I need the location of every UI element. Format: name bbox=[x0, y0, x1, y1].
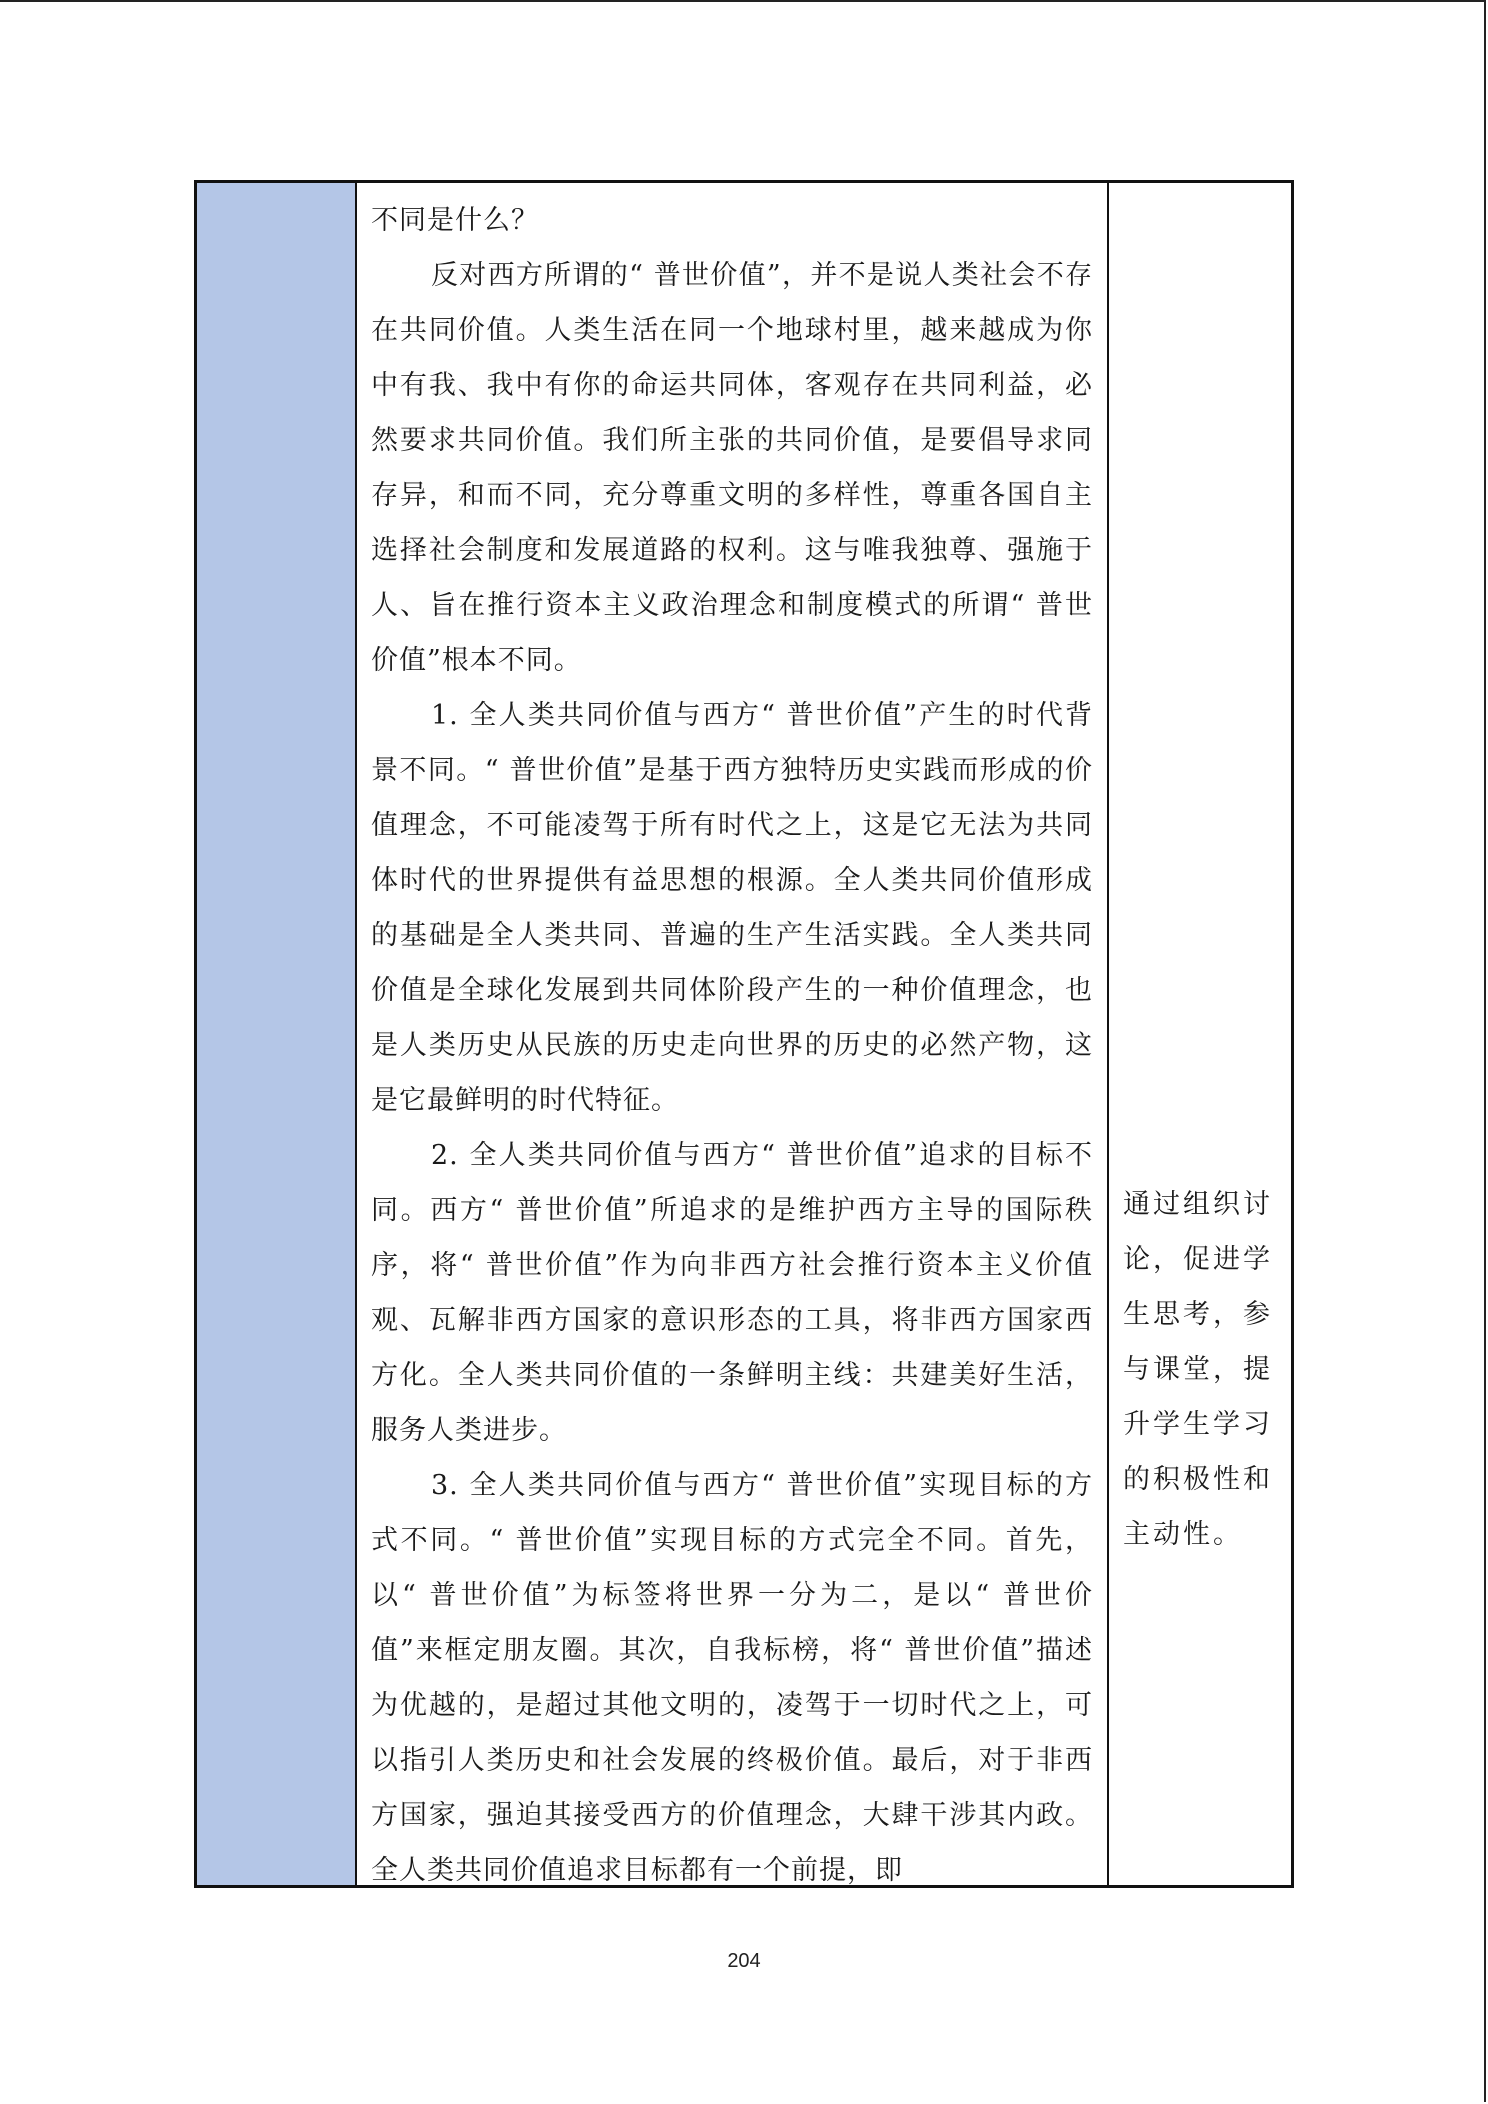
paragraph-1: 反对西方所谓的“ 普世价值”，并不是说人类社会不存在共同价值。人类生活在同一个地球村里，越来越成为你中有我、我中有你的命运共同体，客观存在共同利益，必然要求共同价值。我们所主张的共同价值，是要倡导求同存异，和而不同，充分尊重文明的多样性，尊重各国自主选择社会制度和发展道路的权利。这与唯我独尊、强施于人、旨在推行资本主义政治理念和制度模式的所谓“ 普世价值”根本不同。 bbox=[371, 260, 1093, 676]
paragraph-0: 不同是什么？ bbox=[371, 205, 539, 236]
lesson-table bbox=[194, 180, 1294, 1888]
design-intent-note: 通过组织讨论，促进学生思考，参与课堂，提升学生学习的积极性和主动性。 bbox=[1123, 1189, 1273, 1550]
page-number: 204 bbox=[727, 1950, 761, 1972]
paragraph-3: 2. 全人类共同价值与西方“ 普世价值”追求的目标不同。西方“ 普世价值”所追求的是维护西方主导的国际秩序，将“ 普世价值”作为向非西方社会推行资本主义价值观、瓦解非西方国家的意识形态的工具，将非西方国家西方化。全人类共同价值的一条鲜明主线：共建美好生活，服务人类进步。 bbox=[371, 1140, 1093, 1446]
paragraph-2: 1. 全人类共同价值与西方“ 普世价值”产生的时代背景不同。“ 普世价值”是基于西方独特历史实践而形成的价值理念，不可能凌驾于所有时代之上，这是它无法为共同体时代的世界提供有益思想的根源。全人类共同价值形成的基础是全人类共同、普遍的生产生活实践。全人类共同价值是全球化发展到共同体阶段产生的一种价值理念，也是人类历史从民族的历史走向世界的历史的必然产物，这是它最鲜明的时代特征。 bbox=[371, 700, 1093, 1116]
table-content-column bbox=[357, 183, 1109, 1885]
paragraph-4: 3. 全人类共同价值与西方“ 普世价值”实现目标的方式不同。“ 普世价值”实现目标的方式完全不同。首先，以“ 普世价值”为标签将世界一分为二，是以“ 普世价值”来框定朋友圈。其次，自我标榜，将“ 普世价值”描述为优越的，是超过其他文明的，凌驾于一切时代之上，可以指引人类历史和社会发展的终极价值。最后，对于非西方国家，强迫其接受西方的价值理念，大肆干涉其内政。全人类共同价值追求目标都有一个前提，即 bbox=[371, 1470, 1093, 1885]
table-notes-column bbox=[1109, 183, 1291, 1885]
content-text bbox=[371, 193, 1093, 1885]
table-left-column bbox=[197, 183, 357, 1885]
